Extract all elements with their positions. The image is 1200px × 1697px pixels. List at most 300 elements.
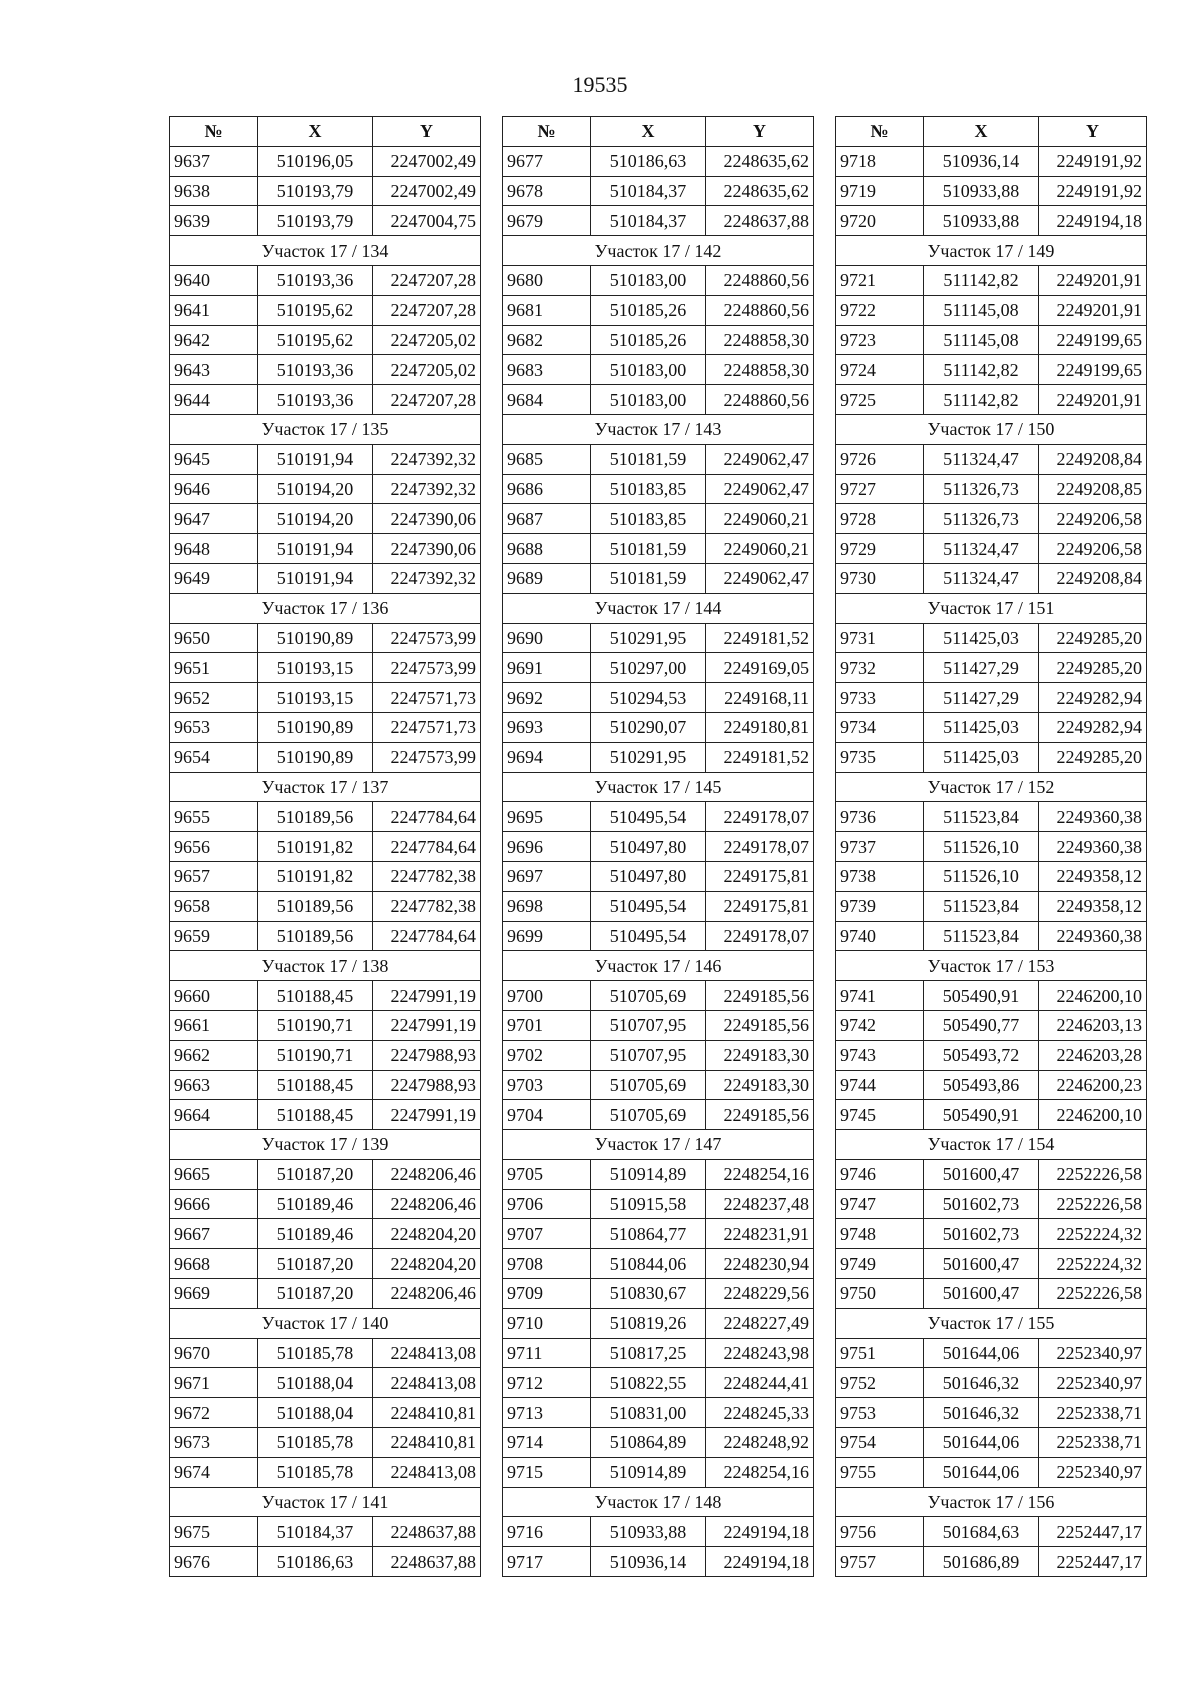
number-header: №	[503, 117, 591, 147]
point-number-cell: 9689	[503, 563, 591, 593]
point-number-cell: 9639	[170, 206, 258, 236]
x-coordinate-cell: 510705,69	[591, 981, 706, 1011]
table-row	[170, 1368, 481, 1398]
point-number-cell: 9640	[170, 265, 258, 295]
x-coordinate-cell: 501602,73	[924, 1189, 1039, 1219]
table-row	[836, 1010, 1147, 1040]
y-coordinate-cell: 2249199,65	[1039, 325, 1147, 355]
section-row	[836, 414, 1147, 444]
section-title: Участок 17 / 145	[503, 772, 814, 802]
point-number-cell: 9709	[503, 1279, 591, 1309]
point-number-cell: 9666	[170, 1189, 258, 1219]
y-coordinate-cell: 2249201,91	[1039, 295, 1147, 325]
x-coordinate-cell: 510291,95	[591, 623, 706, 653]
x-coordinate-cell: 510183,85	[591, 504, 706, 534]
table-row	[170, 981, 481, 1011]
x-coordinate-cell: 510188,45	[258, 1100, 373, 1130]
table-row	[836, 534, 1147, 564]
y-coordinate-cell: 2247784,64	[373, 921, 481, 951]
point-number-cell: 9692	[503, 683, 591, 713]
point-number-cell: 9746	[836, 1159, 924, 1189]
table-row	[836, 1040, 1147, 1070]
section-title: Участок 17 / 150	[836, 414, 1147, 444]
x-coordinate-cell: 510194,20	[258, 474, 373, 504]
section-row	[170, 414, 481, 444]
table-row	[503, 504, 814, 534]
table-row	[170, 802, 481, 832]
x-coordinate-cell: 501644,06	[924, 1457, 1039, 1487]
x-coordinate-cell: 501646,32	[924, 1368, 1039, 1398]
x-coordinate-cell: 510190,89	[258, 623, 373, 653]
y-coordinate-cell: 2249185,56	[706, 1100, 814, 1130]
y-coordinate-cell: 2249191,92	[1039, 176, 1147, 206]
section-row	[836, 236, 1147, 266]
table-row	[836, 325, 1147, 355]
section-row	[170, 1487, 481, 1517]
point-number-cell: 9749	[836, 1249, 924, 1279]
y-coordinate-cell: 2249178,07	[706, 802, 814, 832]
point-number-cell: 9682	[503, 325, 591, 355]
table-row	[836, 1189, 1147, 1219]
x-coordinate-cell: 510187,20	[258, 1159, 373, 1189]
section-title: Участок 17 / 146	[503, 951, 814, 981]
y-coordinate-cell: 2248637,88	[706, 206, 814, 236]
x-coordinate-cell: 511142,82	[924, 385, 1039, 415]
y-coordinate-cell: 2249168,11	[706, 683, 814, 713]
x-coordinate-cell: 510196,05	[258, 146, 373, 176]
x-coordinate-cell: 511523,84	[924, 921, 1039, 951]
section-row	[836, 1308, 1147, 1338]
coordinates-table-1	[169, 116, 481, 1577]
point-number-cell: 9745	[836, 1100, 924, 1130]
section-row	[503, 1130, 814, 1160]
y-coordinate-cell: 2247782,38	[373, 861, 481, 891]
x-coordinate-cell: 501602,73	[924, 1219, 1039, 1249]
section-title: Участок 17 / 137	[170, 772, 481, 802]
y-coordinate-cell: 2248227,49	[706, 1308, 814, 1338]
y-coordinate-cell: 2248231,91	[706, 1219, 814, 1249]
table-row	[503, 265, 814, 295]
point-number-cell: 9738	[836, 861, 924, 891]
point-number-cell: 9672	[170, 1398, 258, 1428]
x-coordinate-cell: 511142,82	[924, 265, 1039, 295]
table-row	[503, 1457, 814, 1487]
y-coordinate-cell: 2248243,98	[706, 1338, 814, 1368]
table-row	[170, 206, 481, 236]
number-header: №	[836, 117, 924, 147]
point-number-cell: 9693	[503, 712, 591, 742]
x-coordinate-cell: 511425,03	[924, 742, 1039, 772]
x-coordinate-cell: 505490,91	[924, 1100, 1039, 1130]
x-coordinate-cell: 511145,08	[924, 295, 1039, 325]
table-row	[836, 1398, 1147, 1428]
point-number-cell: 9688	[503, 534, 591, 564]
x-coordinate-cell: 511523,84	[924, 891, 1039, 921]
y-coordinate-cell: 2246203,13	[1039, 1010, 1147, 1040]
y-coordinate-cell: 2246200,10	[1039, 1100, 1147, 1130]
section-title: Участок 17 / 152	[836, 772, 1147, 802]
section-title: Участок 17 / 148	[503, 1487, 814, 1517]
x-coordinate-cell: 510184,37	[591, 206, 706, 236]
x-coordinate-cell: 501646,32	[924, 1398, 1039, 1428]
x-coordinate-cell: 510185,78	[258, 1338, 373, 1368]
section-row	[503, 593, 814, 623]
x-coordinate-cell: 510189,56	[258, 891, 373, 921]
point-number-cell: 9650	[170, 623, 258, 653]
x-header: X	[258, 117, 373, 147]
table-row	[170, 1070, 481, 1100]
x-coordinate-cell: 510189,56	[258, 921, 373, 951]
section-row	[503, 236, 814, 266]
y-coordinate-cell: 2249185,56	[706, 1010, 814, 1040]
table-header-row	[170, 117, 481, 147]
y-coordinate-cell: 2247207,28	[373, 385, 481, 415]
x-coordinate-cell: 510185,78	[258, 1428, 373, 1458]
table-row	[170, 1428, 481, 1458]
table-row	[503, 891, 814, 921]
point-number-cell: 9670	[170, 1338, 258, 1368]
number-header: №	[170, 117, 258, 147]
x-coordinate-cell: 510195,62	[258, 325, 373, 355]
point-number-cell: 9720	[836, 206, 924, 236]
x-coordinate-cell: 510915,58	[591, 1189, 706, 1219]
table-row	[170, 474, 481, 504]
table-row	[503, 1100, 814, 1130]
table-row	[503, 325, 814, 355]
x-coordinate-cell: 510186,63	[591, 146, 706, 176]
table-row	[503, 623, 814, 653]
x-coordinate-cell: 510185,78	[258, 1457, 373, 1487]
y-coordinate-cell: 2249285,20	[1039, 623, 1147, 653]
x-coordinate-cell: 510936,14	[924, 146, 1039, 176]
table-row	[170, 1457, 481, 1487]
table-row	[503, 295, 814, 325]
point-number-cell: 9661	[170, 1010, 258, 1040]
y-coordinate-cell: 2249183,30	[706, 1070, 814, 1100]
x-coordinate-cell: 501600,47	[924, 1159, 1039, 1189]
table-row	[836, 653, 1147, 683]
table-row	[170, 1010, 481, 1040]
table-row	[836, 742, 1147, 772]
table-row	[170, 504, 481, 534]
table-row	[836, 1279, 1147, 1309]
y-coordinate-cell: 2247571,73	[373, 683, 481, 713]
y-coordinate-cell: 2249285,20	[1039, 742, 1147, 772]
point-number-cell: 9642	[170, 325, 258, 355]
point-number-cell: 9673	[170, 1428, 258, 1458]
table-row	[836, 832, 1147, 862]
point-number-cell: 9659	[170, 921, 258, 951]
table-header-row	[503, 117, 814, 147]
point-number-cell: 9663	[170, 1070, 258, 1100]
y-coordinate-cell: 2248413,08	[373, 1457, 481, 1487]
point-number-cell: 9668	[170, 1249, 258, 1279]
table-row	[836, 1070, 1147, 1100]
point-number-cell: 9733	[836, 683, 924, 713]
x-coordinate-cell: 510864,89	[591, 1428, 706, 1458]
point-number-cell: 9750	[836, 1279, 924, 1309]
table-row	[170, 355, 481, 385]
x-coordinate-cell: 510193,36	[258, 385, 373, 415]
table-row	[503, 534, 814, 564]
x-coordinate-cell: 510193,36	[258, 265, 373, 295]
point-number-cell: 9649	[170, 563, 258, 593]
point-number-cell: 9751	[836, 1338, 924, 1368]
section-title: Участок 17 / 153	[836, 951, 1147, 981]
table-row	[170, 861, 481, 891]
section-row	[503, 1487, 814, 1517]
y-header: Y	[1039, 117, 1147, 147]
table-row	[836, 891, 1147, 921]
point-number-cell: 9658	[170, 891, 258, 921]
section-title: Участок 17 / 140	[170, 1308, 481, 1338]
x-coordinate-cell: 505493,86	[924, 1070, 1039, 1100]
table-row	[170, 712, 481, 742]
table-row	[836, 265, 1147, 295]
x-coordinate-cell: 510183,00	[591, 355, 706, 385]
table-row	[836, 1547, 1147, 1577]
table-row	[836, 802, 1147, 832]
table-row	[503, 1517, 814, 1547]
table-row	[503, 1040, 814, 1070]
x-coordinate-cell: 510183,00	[591, 385, 706, 415]
point-number-cell: 9752	[836, 1368, 924, 1398]
x-header: X	[591, 117, 706, 147]
point-number-cell: 9696	[503, 832, 591, 862]
section-row	[836, 1130, 1147, 1160]
section-title: Участок 17 / 135	[170, 414, 481, 444]
table-row	[170, 832, 481, 862]
table-row	[836, 1457, 1147, 1487]
x-coordinate-cell: 510831,00	[591, 1398, 706, 1428]
y-coordinate-cell: 2249201,91	[1039, 265, 1147, 295]
y-header: Y	[706, 117, 814, 147]
y-coordinate-cell: 2248206,46	[373, 1189, 481, 1219]
x-coordinate-cell: 510190,89	[258, 712, 373, 742]
point-number-cell: 9757	[836, 1547, 924, 1577]
x-coordinate-cell: 511326,73	[924, 474, 1039, 504]
table-row	[836, 295, 1147, 325]
y-coordinate-cell: 2249191,92	[1039, 146, 1147, 176]
table-row	[503, 683, 814, 713]
x-coordinate-cell: 510183,00	[591, 265, 706, 295]
point-number-cell: 9730	[836, 563, 924, 593]
table-row	[836, 1159, 1147, 1189]
table-row	[170, 176, 481, 206]
point-number-cell: 9680	[503, 265, 591, 295]
section-title: Участок 17 / 144	[503, 593, 814, 623]
point-number-cell: 9695	[503, 802, 591, 832]
x-coordinate-cell: 510933,88	[591, 1517, 706, 1547]
x-coordinate-cell: 510190,89	[258, 742, 373, 772]
table-row	[170, 1338, 481, 1368]
y-coordinate-cell: 2249175,81	[706, 861, 814, 891]
point-number-cell: 9647	[170, 504, 258, 534]
point-number-cell: 9711	[503, 1338, 591, 1368]
y-coordinate-cell: 2247784,64	[373, 832, 481, 862]
table-row	[836, 1219, 1147, 1249]
y-coordinate-cell: 2252226,58	[1039, 1279, 1147, 1309]
x-coordinate-cell: 510291,95	[591, 742, 706, 772]
x-coordinate-cell: 510191,82	[258, 861, 373, 891]
point-number-cell: 9641	[170, 295, 258, 325]
y-coordinate-cell: 2249185,56	[706, 981, 814, 1011]
table-row	[170, 1249, 481, 1279]
y-coordinate-cell: 2247991,19	[373, 981, 481, 1011]
x-coordinate-cell: 510188,45	[258, 1070, 373, 1100]
table-row	[836, 1368, 1147, 1398]
y-coordinate-cell: 2249358,12	[1039, 861, 1147, 891]
point-number-cell: 9732	[836, 653, 924, 683]
y-coordinate-cell: 2247002,49	[373, 176, 481, 206]
x-coordinate-cell: 510188,04	[258, 1398, 373, 1428]
y-coordinate-cell: 2247991,19	[373, 1100, 481, 1130]
point-number-cell: 9637	[170, 146, 258, 176]
x-coordinate-cell: 510864,77	[591, 1219, 706, 1249]
x-coordinate-cell: 510186,63	[258, 1547, 373, 1577]
point-number-cell: 9660	[170, 981, 258, 1011]
point-number-cell: 9654	[170, 742, 258, 772]
table-row	[170, 891, 481, 921]
y-coordinate-cell: 2248206,46	[373, 1279, 481, 1309]
point-number-cell: 9708	[503, 1249, 591, 1279]
y-coordinate-cell: 2247205,02	[373, 355, 481, 385]
table-row	[503, 1428, 814, 1458]
point-number-cell: 9703	[503, 1070, 591, 1100]
y-coordinate-cell: 2249201,91	[1039, 385, 1147, 415]
section-title: Участок 17 / 151	[836, 593, 1147, 623]
x-coordinate-cell: 510190,71	[258, 1010, 373, 1040]
table-row	[503, 1398, 814, 1428]
section-row	[503, 772, 814, 802]
y-coordinate-cell: 2247002,49	[373, 146, 481, 176]
point-number-cell: 9737	[836, 832, 924, 862]
x-coordinate-cell: 511425,03	[924, 712, 1039, 742]
point-number-cell: 9736	[836, 802, 924, 832]
point-number-cell: 9721	[836, 265, 924, 295]
point-number-cell: 9686	[503, 474, 591, 504]
section-title: Участок 17 / 138	[170, 951, 481, 981]
point-number-cell: 9718	[836, 146, 924, 176]
y-coordinate-cell: 2249169,05	[706, 653, 814, 683]
section-row	[170, 1308, 481, 1338]
section-title: Участок 17 / 143	[503, 414, 814, 444]
table-row	[503, 176, 814, 206]
x-coordinate-cell: 510194,20	[258, 504, 373, 534]
x-coordinate-cell: 501644,06	[924, 1338, 1039, 1368]
point-number-cell: 9656	[170, 832, 258, 862]
point-number-cell: 9753	[836, 1398, 924, 1428]
y-coordinate-cell: 2249175,81	[706, 891, 814, 921]
x-coordinate-cell: 510188,45	[258, 981, 373, 1011]
section-row	[836, 1487, 1147, 1517]
x-coordinate-cell: 510181,59	[591, 563, 706, 593]
point-number-cell: 9754	[836, 1428, 924, 1458]
x-coordinate-cell: 510187,20	[258, 1279, 373, 1309]
y-coordinate-cell: 2249181,52	[706, 742, 814, 772]
table-row	[836, 444, 1147, 474]
section-title: Участок 17 / 139	[170, 1130, 481, 1160]
section-title: Участок 17 / 136	[170, 593, 481, 623]
point-number-cell: 9724	[836, 355, 924, 385]
point-number-cell: 9716	[503, 1517, 591, 1547]
table-row	[170, 653, 481, 683]
section-title: Участок 17 / 141	[170, 1487, 481, 1517]
y-coordinate-cell: 2246200,23	[1039, 1070, 1147, 1100]
table-row	[836, 683, 1147, 713]
section-title: Участок 17 / 156	[836, 1487, 1147, 1517]
x-coordinate-cell: 510819,26	[591, 1308, 706, 1338]
y-coordinate-cell: 2247392,32	[373, 474, 481, 504]
y-coordinate-cell: 2249181,52	[706, 623, 814, 653]
point-number-cell: 9653	[170, 712, 258, 742]
x-coordinate-cell: 510193,79	[258, 206, 373, 236]
table-row	[170, 325, 481, 355]
table-row	[503, 206, 814, 236]
y-coordinate-cell: 2252338,71	[1039, 1398, 1147, 1428]
point-number-cell: 9691	[503, 653, 591, 683]
table-row	[170, 265, 481, 295]
table-row	[503, 444, 814, 474]
point-number-cell: 9675	[170, 1517, 258, 1547]
y-coordinate-cell: 2248860,56	[706, 265, 814, 295]
point-number-cell: 9719	[836, 176, 924, 206]
y-coordinate-cell: 2246203,28	[1039, 1040, 1147, 1070]
y-coordinate-cell: 2247573,99	[373, 623, 481, 653]
point-number-cell: 9694	[503, 742, 591, 772]
y-coordinate-cell: 2252226,58	[1039, 1189, 1147, 1219]
x-coordinate-cell: 511526,10	[924, 861, 1039, 891]
table-row	[836, 504, 1147, 534]
y-coordinate-cell: 2247390,06	[373, 534, 481, 564]
point-number-cell: 9646	[170, 474, 258, 504]
x-coordinate-cell: 510184,37	[258, 1517, 373, 1547]
y-coordinate-cell: 2252340,97	[1039, 1338, 1147, 1368]
point-number-cell: 9728	[836, 504, 924, 534]
table-row	[503, 563, 814, 593]
table-row	[503, 385, 814, 415]
point-number-cell: 9664	[170, 1100, 258, 1130]
point-number-cell: 9739	[836, 891, 924, 921]
y-coordinate-cell: 2247004,75	[373, 206, 481, 236]
y-coordinate-cell: 2247573,99	[373, 742, 481, 772]
point-number-cell: 9681	[503, 295, 591, 325]
y-coordinate-cell: 2249060,21	[706, 534, 814, 564]
x-coordinate-cell: 510914,89	[591, 1159, 706, 1189]
y-coordinate-cell: 2249208,84	[1039, 444, 1147, 474]
x-coordinate-cell: 510707,95	[591, 1040, 706, 1070]
section-row	[836, 951, 1147, 981]
point-number-cell: 9710	[503, 1308, 591, 1338]
point-number-cell: 9678	[503, 176, 591, 206]
point-number-cell: 9671	[170, 1368, 258, 1398]
x-coordinate-cell: 510189,56	[258, 802, 373, 832]
x-coordinate-cell: 510185,26	[591, 295, 706, 325]
x-coordinate-cell: 501686,89	[924, 1547, 1039, 1577]
x-coordinate-cell: 510193,36	[258, 355, 373, 385]
table-row	[170, 1517, 481, 1547]
y-coordinate-cell: 2247784,64	[373, 802, 481, 832]
table-row	[170, 1189, 481, 1219]
y-coordinate-cell: 2249285,20	[1039, 653, 1147, 683]
y-coordinate-cell: 2249178,07	[706, 921, 814, 951]
y-coordinate-cell: 2252224,32	[1039, 1249, 1147, 1279]
table-row	[836, 1249, 1147, 1279]
point-number-cell: 9704	[503, 1100, 591, 1130]
section-row	[503, 414, 814, 444]
y-coordinate-cell: 2247392,32	[373, 563, 481, 593]
y-coordinate-cell: 2248858,30	[706, 355, 814, 385]
